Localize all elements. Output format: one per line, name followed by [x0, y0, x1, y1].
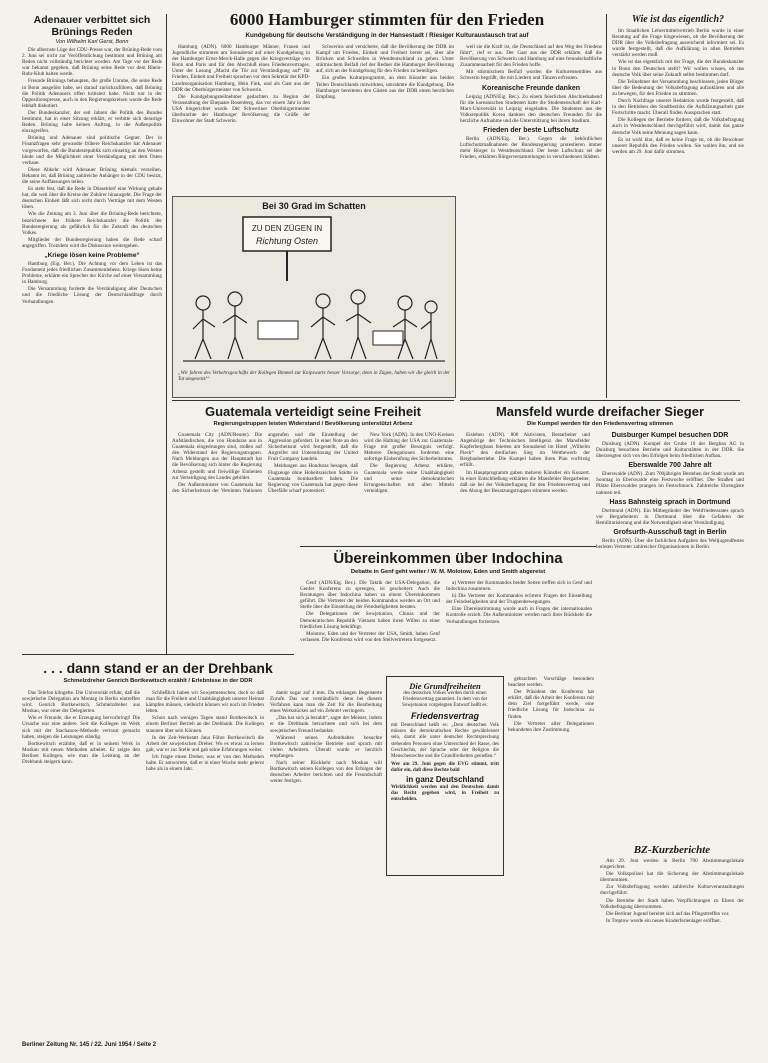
- paragraph: Schließlich haben wir Sowjetmenschen, doch so daß man für die Freiheit und Unabhängigkeit unserer Heimat kämpfen müssen, vielleicht können wir noch im Frieden leben.: [146, 690, 264, 715]
- paragraph: In der Zeit-Werkstatt Jana Föhre Bortkewitsch die Arbeit der sowjetischen Dreher. Wo es etwas zu lernen gab, war er zur Stelle und gab seine Erfahrungen weiter.: [146, 734, 264, 753]
- paragraph: Berlin (ADN). Über die fachlichen Aufgaben des Weltjugendfestes berieten Vertreter zahlreicher Organisationen in Berlin.: [596, 537, 744, 551]
- cartoon-sign-text: ZU DEN ZÜGEN IN: [251, 224, 323, 233]
- indochina-col-2: [446, 580, 592, 670]
- paragraph: Guatemala City (ADN/Reuter). Die Aufständischen, die von Honduras aus in Guatemala eingedrungen sind, stoßen auf den Widerstand der Regierungstruppen. Nach Meldungen aus der Hauptstadt hat die Bevölkerung sich hinter die Regierung Arbenz gestellt und freiwillige Einheiten zur Verteidigung des Landes gebildet.: [172, 432, 262, 481]
- paragraph: Schon nach wenigen Tagen stand Bortkewitsch in einem Berliner Betrieb an der Drehbank. Die Kollegen staunten über sein Können.: [146, 715, 264, 734]
- left-body: [22, 47, 162, 249]
- paragraph: Der Außenminister von Guatemala hat den Sicherheitsrat der Vereinten Nationen angerufen und die Einstellung der Aggression gefordert. In einer Note an den Sicherheitsrat wird festgestellt, daß die Angreifer mit Unterstützung der United Fruit Company handeln.: [172, 432, 358, 494]
- section-rule: [172, 400, 454, 401]
- grundfreiheiten-cta-2: in ganz Deutschland: [406, 775, 484, 785]
- section-rule: [300, 546, 596, 547]
- paragraph: Mitglieder der Bundesregierung haben die Rede scharf angegriffen. Trotzdem wird die Diskussion weitergehen.: [22, 236, 162, 249]
- paragraph: Leipzig (ADN/Eig. Ber.). Zu einem feierlichen Abschiedsabend für die koreanischen Studenten hatte die Studentenschaft der Karl-Marx-Universität in Leipzig eingeladen. Die Studenten aus der Volksrepublik Korea dankten den deutschen Freunden für die herzliche Aufnahme und die Unterstützung bei ihrem Studium.: [460, 93, 602, 124]
- drehbank-col-2: [146, 690, 264, 1035]
- indochina-col-3: [508, 676, 594, 1036]
- main-headline: 6000 Hamburger stimmten für den Frieden: [229, 10, 545, 29]
- mansfeld-body: [460, 432, 590, 542]
- paragraph: Die Kollegen der Betriebe fordern, daß die Volksbefragung auch in Westdeutschland durchgeführt wird, damit das ganze deutsche Volk seine Meinung sagen kann.: [612, 117, 744, 136]
- duisburg-title: Duisburger Kumpel besuchen DDR: [611, 432, 729, 439]
- paragraph: Im Hauptprogramm gaben mehrere Künstler ein Konzert. In einer Entschließung erklärten die Mansfelder Bergarbeiter, daß sie bei der Volksbefragung für den Friedensvertrag und den Abzug der Besatzungstruppen stimmen werden.: [460, 469, 590, 494]
- post-title: Frieden der beste Luftschutz: [483, 127, 579, 135]
- paragraph: Die Teilnehmer der Versammlung beschlossen, jeden Bürger über die Bedeutung der Volksbefragung aufzuklären und alle zu bewegen, für den Frieden zu stimmen.: [612, 78, 744, 97]
- paragraph: Ich fragte einen Dreher, was er von den Methoden halte. Er antwortete, daß er in einer Woche mehr gelernt habe als in einem Jahr.: [146, 753, 264, 773]
- right-title: Wie ist das eigentlich?: [631, 14, 725, 25]
- column-rule: [166, 14, 167, 654]
- drehbank-headline: . . . dann stand er an der Drehbank: [43, 660, 273, 676]
- cartoon-drawing: [173, 211, 455, 371]
- paragraph: Ein großes Kulturprogramm, an dem Künstler aus beiden Teilen Deutschlands mitwirkten, umrahmte die Kundgebung. Die Hamburger bereiteten den Gästen aus der DDR einen herzlichen Empfang.: [316, 75, 454, 100]
- right-column: [612, 14, 744, 398]
- cartoon-sign-text-2: Richtung Osten: [255, 236, 319, 246]
- cartoon-caption: „Wir fahren des Verkehrsgeschäfts der Kollegen Bimmel zur Knipswarte besser Vorsorge, denn in Zügen, haben wir die gleich in der Tat umgesetzt!“: [178, 371, 450, 382]
- cartoon-title: Bei 30 Grad im Schatten: [262, 201, 366, 211]
- page-footer: Berliner Zeitung Nr. 145 / 22. Juni 1954 / Seite 2: [22, 1042, 157, 1048]
- indochina-headline: Übereinkommen über Indochina: [333, 550, 563, 567]
- paragraph: Eberswalde (ADN). Zum 700jährigen Bestehen der Stadt wurde am Sonntag in Eberswalde eine Festwoche eröffnet. Die Straßen und Plätze Eberswaldes prangen im Festschmuck. Zahlreiche Ehrengäste nahmen teil.: [596, 471, 744, 496]
- main-col-3: [460, 44, 602, 396]
- grundfreiheiten-box: [386, 676, 504, 876]
- eberswalde-title: Eberswalde 700 Jahre alt: [628, 462, 712, 470]
- paragraph: Die Betriebe der Stadt haben Verpflichtungen zu Ehren der Volksbefragung übernommen.: [600, 897, 744, 910]
- paragraph: Die Regierung Arbenz erklärte, Guatemala werde seine Unabhängigkeit und seine demokratischen Errungenschaften mit allen Mitteln verteidigen.: [364, 463, 454, 494]
- grotewohl-title: Grofsurth-Ausschuß tagt in Berlin: [613, 528, 727, 536]
- paragraph: Genf (ADN/Eig. Ber.). Die Taktik der USA-Delegation, die Genfer Konferenz zu sprengen, ist gescheitert. Auch die Beratungen über Indochina haben zu einem Übereinkommen geführt. Die Vertreter der beiden Kommandos werden an Ort und Stelle über die Einstellung der Feindseligkeiten beraten.: [300, 580, 440, 611]
- paragraph: Die Volkspolizei hat die Sicherung der Abstimmungslokale übernommen.: [600, 871, 744, 884]
- paragraph: Es ist wohl klar, daß es keine Frage ist, ob die Bewohner unserer Republik den Frieden wollen. Sie wollen ihn, und sie werden am 29. Juni dafür stimmen.: [612, 136, 744, 155]
- drehbank-col-3: [270, 690, 382, 1035]
- crowd-figures: [193, 290, 437, 359]
- grundfreiheiten-cta-1: Wer am 29. Juni gegen die EVG stimmt, tritt dafür ein, daß diese Rechte bald: [391, 761, 499, 773]
- paragraph: Molotow, Eden und der Vertreter der USA, Smith, haben Genf verlassen. Die Konferenz wird von den Stellvertretern fortgesetzt.: [300, 630, 440, 643]
- left-byline: Von Wilhelm Karl Gerst, Bonn: [55, 39, 129, 45]
- paragraph: Berlin (ADN/Eig. Ber.). Gegen die behördlichen Luftschutzmaßnahmen der Bundesregierung protestieren immer mehr Bürger in Westdeutschland. Der beste Luftschutz sei der Frieden, erklärten Bürgerversammlungen in verschiedenen Städten.: [460, 136, 602, 161]
- bahnhof-title: Hass Bahnsteig sprach in Dortmund: [609, 498, 731, 506]
- mansfeld-headline: Mansfeld wurde dreifacher Sieger: [495, 404, 705, 419]
- grundfreiheiten-intro: des deutschen Volkes werden durch einen Friedensvertrag garantiert. In dem von der Sowjetunion vorgelegten Entwurf heißt es:: [402, 691, 488, 709]
- paragraph: gebrachten Vorschläge besonders beachtet werden.: [508, 676, 594, 689]
- drehbank-subheadline: Schmelzdreher Genrich Bortkewitsch erzählt / Erlebnisse in der DDR: [63, 678, 253, 684]
- paragraph: Meldungen aus Honduras besagen, daß Flugzeuge ohne Hoheitszeichen Städte in Guatemala bombardiert haben. Die Regierung von Guatemala hat gegen diese Überfälle scharf protestiert.: [268, 463, 358, 494]
- paragraph: New York (ADN). In den UNO-Kreisen wird die Haltung der USA zur Guatemala-Frage mit großer Besorgnis verfolgt. Mehrere Delegationen forderten eine sofortige Einberufung des Sicherheitsrates.: [364, 432, 454, 463]
- paragraph: damit sogar auf 4 mm. Da erklangen Begeisterte Zurufe. Das war verständlich: denn bei diesem Verfahren kann man die Zeit für die Bearbeitung eines Werkstückes auf ein Zehntel verringern.: [270, 690, 382, 715]
- paragraph: Eisleben (ADN). 800 Aktivisten, Bestarbeiter und Angehörige der Technischen Intelligenz des Mansfelder Kupferbergbaus feierten am Sonnabend im Hotel „Wilhelm Pieck“ den dreifachen Sieg im Wettbewerb der Bergbaubetriebe. Die Kumpel haben ihren Plan vorfristig erfüllt.: [460, 432, 590, 469]
- paragraph: Hamburg (Eig. Ber.). Die Achtung vor dem Leben ist das Fundament jedes friedlichen Zusammenlebens. Kriege lösen keine Probleme, erklärte ein Sprecher der Kirche auf einer Versammlung in Hamburg.: [22, 261, 162, 286]
- main-col-1: [172, 44, 310, 192]
- grundfreiheiten-cta-3: Wirklichkeit werden und den Deutschen damit das Recht gegeben wird, in Freiheit zu entscheiden.: [391, 785, 499, 803]
- left-title-1: Adenauer verbittet sich: [33, 14, 151, 26]
- main-col-2: [316, 44, 454, 192]
- paragraph: Hamburg (ADN). 6000 Hamburger Männer, Frauen und Jugendliche stimmten am Sonnabend auf einer Kundgebung in der Hamburger Ernst-Merck-Halle gegen die Kriegsverträge von Bonn und Paris und für den Abschluß eines Friedensvertrages. Unter der Losung „Macht die Tür zur Verständigung auf“ für Frieden, Einheit und Freiheit sprachen vor dem Sekretär der KPD-Landesorganisation Hamburg, Hein Fink, und als Gast aus der DDR der Oberbürgermeister von Schwerin.: [172, 44, 310, 93]
- paragraph: Duisburg (ADN). Kumpel der Grube 10 der Bergbau AG in Duisburg besuchten Betriebe und Kulturstätten in der DDR. Sie überzeugten sich von den Erfolgen beim friedlichen Aufbau.: [596, 441, 744, 460]
- paragraph: Durch Nachfrage unserer Redaktion wurde festgestellt, daß in den Betrieben des Stadtbezirks die Aufklärungsarbeit gute Fortschritte macht. Überall finden Aussprachen statt.: [612, 98, 744, 117]
- mansfeld-subheadline: Die Kumpel werden für den Friedensvertrag stimmen: [527, 421, 673, 427]
- cartoon: [172, 196, 456, 398]
- kurzberichte: [600, 844, 744, 1040]
- indochina-subheadline: Debatte in Genf geht weiter / W. M. Molotow, Eden und Smith abgereist: [350, 569, 546, 575]
- paragraph: Zur Volksbefragung werden zahlreiche Kulturveranstaltungen durchgeführt.: [600, 884, 744, 897]
- paragraph: Mit stürmischem Beifall wurden die Kulturensembles aus Schwerin begrüßt, die mit Liedern und Tänzen erfreuten.: [460, 69, 602, 82]
- column-rule: [606, 14, 607, 398]
- paragraph: Die Kundgebungsteilnehmer gedachten zu Beginn der Veranstaltung der Ehepaare Rosenberg, das vor einem Jahr in den USA hingerichtet wurde. Der Schweriner Oberbürgermeister überbrachte der Hamburger Bevölkerung die Grüße der Einwohner der Stadt Schwerin.: [172, 93, 310, 125]
- paragraph: Wie er Freunde, die er Erzeugung hervorbringt! Die Ursache war eine andere. Seit die Kollegen im Werk sich mit der Stachanow-Methode vertraut gemacht haben, steigen die Leistungen ständig.: [22, 715, 140, 740]
- paragraph: Nach seiner Rückkehr nach Moskau will Bortkewitsch seinen Kollegen von den Erfolgen der deutschen Arbeiter berichten und die Freundschaft weiter festigen.: [270, 760, 382, 785]
- paragraph: Die albernste Lüge der CDU-Presse war, der Brüning-Rede vom 2. Juni sei nicht zur Veröffentlichung bestimmt und Brüning am Reden nicht vollständig berichtet worden. Am Tage vor der Rede war bekannt gegeben, daß Brüning seine Rede vor dem Rhein-Ruhr-Klub halten werde.: [22, 47, 162, 78]
- grundfreiheiten-title: Die Grundfreiheiten: [409, 681, 481, 691]
- paragraph: Die Vertreter aller Delegationen bekundeten ihre Zustimmung.: [508, 720, 594, 733]
- paragraph: Freunde Brünings behaupten, die große Unruhe, die seine Rede in Bonn ausgelöst habe, sei darauf zurückzuführen, daß Brüning die Politik Adenauers offen kritisiert habe. Nicht nur in der Oppositionspresse, auch in den Regierungskreisen wurde die Rede lebhaft diskutiert.: [22, 78, 162, 109]
- paragraph: Die Berliner Jugend bereitet sich auf das Pfingsttreffen vor.: [606, 910, 730, 917]
- paragraph: Diese Abkehr wird Adenauer Brüning niemals verzeihen. Bekannt ist, daß Brüning zahlreiche Anhänger in der CDU besitzt, die seine Auffassungen teilen.: [22, 166, 162, 185]
- paragraph: Das Telefon klingelte. Die Universität erfuhr, daß die sowjetische Delegation am Montag in Berlin eintreffen wird. Genrich Bortkewitsch, Schmelzdreher aus Moskau, war einer der Delegierten.: [22, 690, 140, 715]
- left-column: [22, 14, 162, 644]
- paragraph: Brüning und Adenauer sind politische Gegner. Der in Finanzfragen sehr gewandte frühere Reichskanzler hat Adenauer vorgeworfen, daß die Bundesrepublik sich einseitig an den Westen binde und die Möglichkeit einer Verständigung mit dem Osten verbaue.: [22, 135, 162, 166]
- paragraph: Es steht fest, daß die Rede in Düsseldorf eine Wirkung gehabt hat, die weit über die Kreise der Zuhörer hinausgeht. Die Frage der deutschen Einheit läßt sich nicht durch Verträge mit dem Westen lösen.: [22, 186, 162, 211]
- paragraph: Der Bundeskanzler, der seit Jahren die Politik des Bundes bestimmt, hat in einer Sitzung erklärt, er verbitte sich derartige Reden. Brüning habe keinen Auftrag, in die Außenpolitik einzugreifen.: [22, 109, 162, 135]
- left-subhead: „Kriege lösen keine Probleme“: [44, 252, 140, 259]
- paragraph: In Treptow wurde ein neues Kinderferienlager eröffnet.: [606, 917, 721, 924]
- main-subheadline: Kundgebung für deutsche Verständigung in der Hansestadt / Riesiger Kulturaustausch trat auf: [245, 32, 529, 39]
- grundfreiheiten-subtitle: Friedensvertrag: [410, 711, 480, 722]
- paragraph: Dortmund (ADN). Ein Mitbegründer des Weltfriedensrates sprach vor Bergarbeitern in Dortmund über die Gefahren der Remilitarisierung und die Notwendigkeit einer Verständigung.: [596, 507, 744, 526]
- paragraph: Die Versammlung forderte die Verständigung aller Deutschen und die friedliche Lösung der Deutschlandfrage durch Verhandlungen.: [22, 286, 162, 305]
- right-lower-column: [596, 432, 744, 840]
- paragraph: Im Staatlichen Lehrermittelvertrieb Berlin wurde in einer Beratung auf die Frage hingewiesen, ob die Bevölkerung der DDR über die Volksbefragung ausreichend informiert sei. Es wurde festgestellt, daß die Aufklärung in allen Betrieben verstärkt werden muß.: [612, 28, 744, 59]
- paragraph: b) Die Vertreter der Kommandos erörtern Fragen der Einstellung der Feindseligkeiten und der Truppenbewegungen.: [446, 593, 592, 606]
- paragraph: Am 29. Juni werden in Berlin 700 Abstimmungslokale eingerichtet.: [600, 858, 744, 871]
- kurzberichte-title: BZ-Kurzberichte: [633, 844, 711, 856]
- paragraph: Eine Übereinstimmung wurde auch in Fragen der internationalen Kontrolle erzielt. Die Außenminister werden nach ihrer Rückkehr die Verhandlungen fortsetzen.: [446, 606, 592, 625]
- paragraph: Schwerins und versicherte, daß die Bevölkerung der DDR im Kampf um Frieden, Einheit und Freiheit bereit sei, über alle Brücken und Schwellen in Westdeutschland zu gehen. Unter stürmischem Beifall rief der Redner die Hamburger Bevölkerung auf, sich an der Kundgebung für den Frieden zu beteiligen.: [316, 44, 454, 75]
- paragraph: a) Vertreter der Kommandos beider Seiten treffen sich in Genf und Indochina zusammen.: [446, 580, 592, 593]
- paragraph: „Das hat sich ja bezahlt“, sagte der Meister, indem er die Drehbank betrachtete und sich bei dem sowjetischen Freund bedankte.: [270, 715, 382, 734]
- section-rule: [460, 400, 740, 401]
- left-body-2: [22, 261, 162, 305]
- guatemala-subheadline: Regierungstruppen leisten Widerstand / Bevölkerung unterstützt Arbenz: [213, 421, 413, 427]
- paragraph: weil sie die Kraft ist, die Deutschland auf den Weg des Friedens führt“, rief er aus. Der Gast aus der DDR erklärte, daß die Bevölkerung von Schwerin und Hamburg auf eine freundschaftliche Zusammenarbeit für den Frieden hoffe.: [460, 44, 602, 69]
- paragraph: Wie ist das eigentlich mit der Frage, die der Bundeskanzler in Bonn den Deutschen stellt? Wir wollen wissen, ob das deutsche Volk über seine Zukunft selbst bestimmen darf.: [612, 59, 744, 78]
- grundfreiheiten-body: mit Deutschland heißt es: „Dem deutschen Volk müssen die demokratischen Rechte gewährleistet sein, damit alle unter deutscher Rechtsprechung stehenden Personen ohne Unterschied der Rasse, des Geschlechts, der Sprache oder der Religion die Menschenrechte und die Grundfreiheiten genießen.“: [391, 723, 499, 759]
- paragraph: Bortkewitsch erzählte, daß er in seinem Werk in Moskau mit neuen Methoden arbeitet. Er zeigte den Berliner Kollegen, wie man die Leistung an der Drehbank steigern kann.: [22, 740, 140, 766]
- drehbank-col-1: [22, 690, 140, 1035]
- paragraph: Der Präsident der Konferenz hat erklärt, daß die Arbeit der Konferenz mit dem Ziel fortgeführt werde, eine friedliche Lösung für Indochina zu finden.: [508, 689, 594, 720]
- paragraph: Während seines Aufenthaltes besuchte Bortkewitsch zahlreiche Betriebe und sprach mit vielen Arbeitern. Überall wurde er herzlich empfangen.: [270, 734, 382, 759]
- guatemala-headline: Guatemala verteidigt seine Freiheit: [204, 404, 422, 419]
- paragraph: Die Delegationen der Sowjetunion, Chinas und der Demokratischen Republik Vietnam haben ihren Willen zu einer friedlichen Lösung bekräftigt.: [300, 611, 440, 630]
- left-title-2: Brünings Reden: [51, 26, 133, 38]
- korean-title: Koreanische Freunde danken: [481, 84, 581, 92]
- paragraph: Wie die Zeitung am 3. Juni über die Brüning-Rede berichtete, bezeichnete der frühere Reichskanzler die Politik der Bundesregierung als gefährlich für die Zukunft des deutschen Volkes.: [22, 211, 162, 236]
- section-rule: [22, 654, 294, 655]
